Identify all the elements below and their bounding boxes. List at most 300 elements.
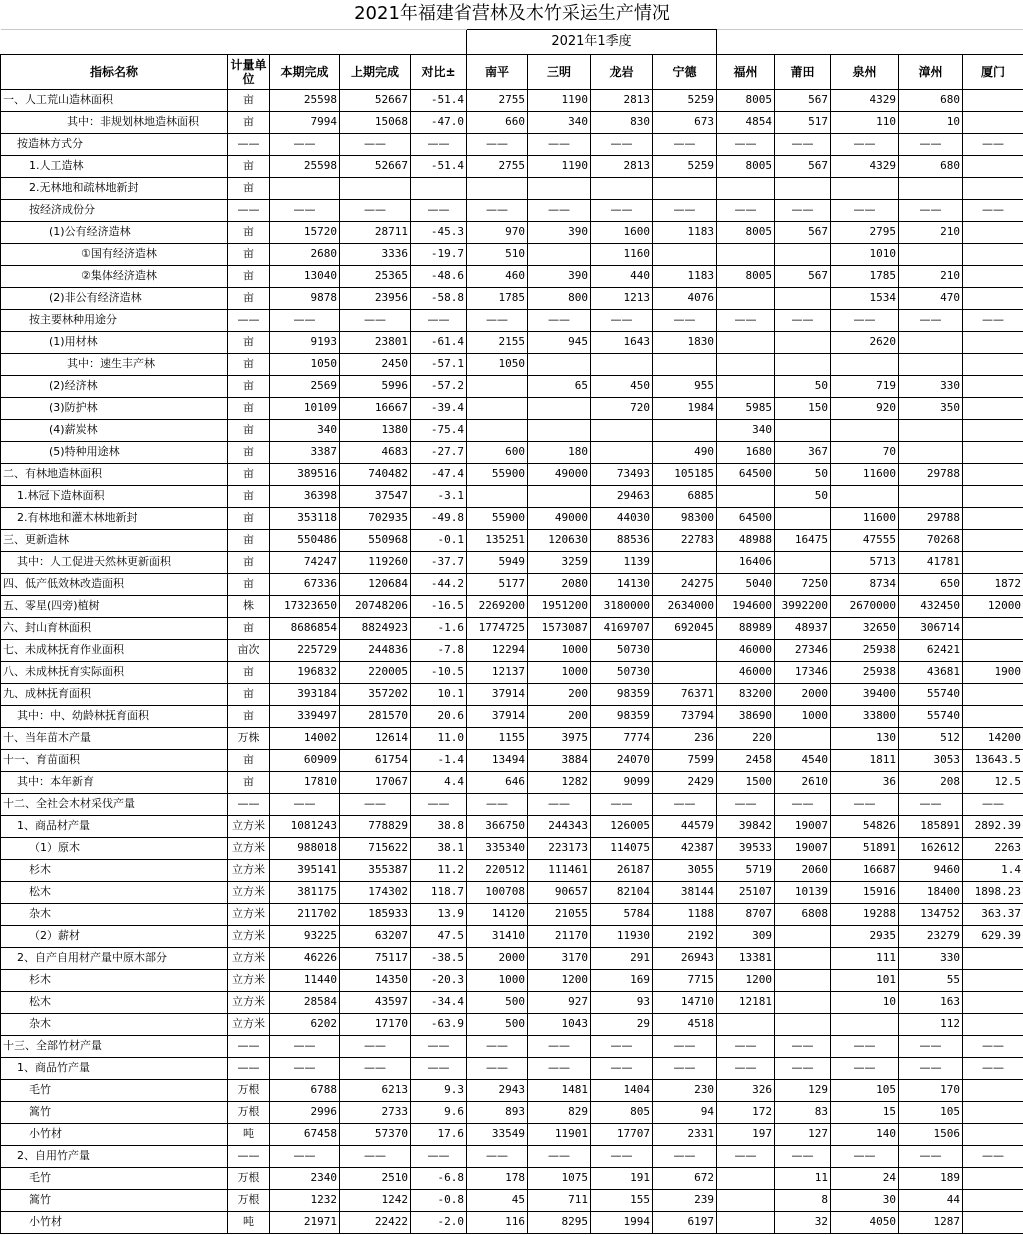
value-cell: 1190: [528, 89, 591, 111]
unit-cell: 立方米: [228, 947, 270, 969]
indicator-name: 2、自产自用材产量中原木部分: [1, 947, 228, 969]
table-row: [1, 331, 1023, 353]
indicator-name: 七、未成林抚育作业面积: [1, 639, 228, 661]
value-cell: 17323650: [270, 595, 340, 617]
value-cell: [963, 705, 1023, 727]
value-cell: 309: [717, 925, 775, 947]
table-row: [1, 309, 1023, 331]
indicator-name: 小竹材: [1, 1211, 228, 1233]
value-cell: [963, 1211, 1023, 1233]
unit-cell: ——: [228, 199, 270, 221]
value-cell: 673: [653, 111, 717, 133]
table-row: [1, 353, 1023, 375]
value-cell: -1.4: [411, 749, 467, 771]
value-cell: 660: [467, 111, 528, 133]
value-cell: 7994: [270, 111, 340, 133]
value-cell: 5949: [467, 551, 528, 573]
value-cell: ——: [899, 133, 963, 155]
unit-cell: 亩: [228, 265, 270, 287]
value-cell: 5177: [467, 573, 528, 595]
value-cell: 650: [899, 573, 963, 595]
value-cell: -27.7: [411, 441, 467, 463]
value-cell: ——: [717, 133, 775, 155]
value-cell: 3992200: [775, 595, 831, 617]
value-cell: 75117: [340, 947, 411, 969]
unit-cell: 立方米: [228, 815, 270, 837]
value-cell: 5996: [340, 375, 411, 397]
value-cell: [591, 441, 653, 463]
indicator-name: 1.林冠下造林面积: [1, 485, 228, 507]
table-row: [1, 859, 1023, 881]
value-cell: 2080: [528, 573, 591, 595]
value-cell: 31410: [467, 925, 528, 947]
table-row: [1, 1167, 1023, 1189]
value-cell: 236: [653, 727, 717, 749]
value-cell: 3055: [653, 859, 717, 881]
value-cell: 16687: [831, 859, 899, 881]
value-cell: ——: [653, 1057, 717, 1079]
value-cell: 355387: [340, 859, 411, 881]
indicator-name: 杉木: [1, 969, 228, 991]
indicator-name: 松木: [1, 991, 228, 1013]
table-row: [1, 243, 1023, 265]
value-cell: 27346: [775, 639, 831, 661]
value-cell: 8005: [717, 265, 775, 287]
table-row: [1, 551, 1023, 573]
value-cell: 13381: [717, 947, 775, 969]
value-cell: 11440: [270, 969, 340, 991]
column-header: 计量单位: [228, 54, 270, 89]
value-cell: ——: [270, 133, 340, 155]
value-cell: ——: [340, 1145, 411, 1167]
table-row: [1, 1057, 1023, 1079]
value-cell: [775, 331, 831, 353]
value-cell: 38144: [653, 881, 717, 903]
value-cell: 65: [528, 375, 591, 397]
value-cell: 8005: [717, 155, 775, 177]
value-cell: -47.0: [411, 111, 467, 133]
value-cell: 3180000: [591, 595, 653, 617]
value-cell: 127: [775, 1123, 831, 1145]
value-cell: 9.3: [411, 1079, 467, 1101]
value-cell: [717, 287, 775, 309]
value-cell: ——: [775, 133, 831, 155]
value-cell: [717, 1211, 775, 1233]
value-cell: 680: [899, 155, 963, 177]
value-cell: ——: [528, 133, 591, 155]
unit-cell: 亩: [228, 749, 270, 771]
value-cell: 719: [831, 375, 899, 397]
value-cell: 470: [899, 287, 963, 309]
value-cell: 21971: [270, 1211, 340, 1233]
value-cell: 1190: [528, 155, 591, 177]
unit-cell: 亩次: [228, 639, 270, 661]
value-cell: ——: [717, 1145, 775, 1167]
value-cell: ——: [775, 1035, 831, 1057]
value-cell: 6213: [340, 1079, 411, 1101]
value-cell: 19288: [831, 903, 899, 925]
table-row: [1, 573, 1023, 595]
table-row: [1, 441, 1023, 463]
value-cell: ——: [963, 1145, 1023, 1167]
value-cell: 46000: [717, 661, 775, 683]
value-cell: 6197: [653, 1211, 717, 1233]
value-cell: 180: [528, 441, 591, 463]
value-cell: 6885: [653, 485, 717, 507]
value-cell: -51.4: [411, 89, 467, 111]
value-cell: 57370: [340, 1123, 411, 1145]
value-cell: 692045: [653, 617, 717, 639]
value-cell: 350: [899, 397, 963, 419]
value-cell: [775, 551, 831, 573]
value-cell: 43597: [340, 991, 411, 1013]
value-cell: 116: [467, 1211, 528, 1233]
value-cell: 25365: [340, 265, 411, 287]
value-cell: [775, 177, 831, 199]
indicator-name: 2、自用竹产量: [1, 1145, 228, 1167]
indicator-name: (1)用材林: [1, 331, 228, 353]
table-row: [1, 595, 1023, 617]
value-cell: [775, 419, 831, 441]
table-row: [1, 771, 1023, 793]
value-cell: 76371: [653, 683, 717, 705]
value-cell: 48988: [717, 529, 775, 551]
value-cell: 2610: [775, 771, 831, 793]
value-cell: [963, 463, 1023, 485]
column-header: 上期完成: [340, 54, 411, 89]
value-cell: 41781: [899, 551, 963, 573]
value-cell: ——: [899, 309, 963, 331]
value-cell: 15068: [340, 111, 411, 133]
value-cell: -6.8: [411, 1167, 467, 1189]
value-cell: 67458: [270, 1123, 340, 1145]
value-cell: 711: [528, 1189, 591, 1211]
value-cell: 61754: [340, 749, 411, 771]
value-cell: 200: [528, 683, 591, 705]
value-cell: 1898.23: [963, 881, 1023, 903]
value-cell: 126005: [591, 815, 653, 837]
value-cell: 48937: [775, 617, 831, 639]
value-cell: [899, 485, 963, 507]
value-cell: 2670000: [831, 595, 899, 617]
value-cell: 740482: [340, 463, 411, 485]
value-cell: 1785: [467, 287, 528, 309]
value-cell: 326: [717, 1079, 775, 1101]
value-cell: 50: [775, 485, 831, 507]
value-cell: 22422: [340, 1211, 411, 1233]
unit-cell: 亩: [228, 485, 270, 507]
value-cell: ——: [831, 133, 899, 155]
value-cell: 800: [528, 287, 591, 309]
value-cell: ——: [653, 309, 717, 331]
value-cell: ——: [528, 309, 591, 331]
value-cell: 208: [899, 771, 963, 793]
unit-cell: ——: [228, 793, 270, 815]
value-cell: 720: [591, 397, 653, 419]
value-cell: 2996: [270, 1101, 340, 1123]
value-cell: ——: [899, 1057, 963, 1079]
value-cell: 291: [591, 947, 653, 969]
value-cell: 5259: [653, 155, 717, 177]
value-cell: 17707: [591, 1123, 653, 1145]
value-cell: 14350: [340, 969, 411, 991]
value-cell: 32: [775, 1211, 831, 1233]
value-cell: 2000: [775, 683, 831, 705]
value-cell: ——: [411, 1145, 467, 1167]
value-cell: 46000: [717, 639, 775, 661]
value-cell: 134752: [899, 903, 963, 925]
value-cell: [775, 353, 831, 375]
value-cell: ——: [653, 793, 717, 815]
value-cell: 16406: [717, 551, 775, 573]
value-cell: ——: [591, 793, 653, 815]
value-cell: 450: [591, 375, 653, 397]
indicator-name: 杂木: [1, 903, 228, 925]
value-cell: 47.5: [411, 925, 467, 947]
value-cell: -57.2: [411, 375, 467, 397]
value-cell: 4854: [717, 111, 775, 133]
value-cell: -10.5: [411, 661, 467, 683]
value-cell: 94: [653, 1101, 717, 1123]
value-cell: ——: [653, 133, 717, 155]
value-cell: 49000: [528, 507, 591, 529]
value-cell: [528, 177, 591, 199]
value-cell: 2510: [340, 1167, 411, 1189]
value-cell: ——: [270, 1145, 340, 1167]
value-cell: 220: [717, 727, 775, 749]
value-cell: 17067: [340, 771, 411, 793]
value-cell: [775, 243, 831, 265]
value-cell: [963, 331, 1023, 353]
value-cell: 8295: [528, 1211, 591, 1233]
value-cell: 25938: [831, 661, 899, 683]
value-cell: 162612: [899, 837, 963, 859]
value-cell: 1000: [467, 969, 528, 991]
value-cell: [653, 419, 717, 441]
value-cell: ——: [270, 1057, 340, 1079]
value-cell: [775, 947, 831, 969]
value-cell: 4050: [831, 1211, 899, 1233]
value-cell: [963, 1167, 1023, 1189]
unit-cell: ——: [228, 1035, 270, 1057]
value-cell: -44.2: [411, 573, 467, 595]
value-cell: 28584: [270, 991, 340, 1013]
value-cell: -48.6: [411, 265, 467, 287]
value-cell: -2.0: [411, 1211, 467, 1233]
value-cell: -20.3: [411, 969, 467, 991]
value-cell: 1232: [270, 1189, 340, 1211]
value-cell: 100708: [467, 881, 528, 903]
value-cell: 33549: [467, 1123, 528, 1145]
value-cell: 67336: [270, 573, 340, 595]
value-cell: [591, 419, 653, 441]
value-cell: 118.7: [411, 881, 467, 903]
indicator-name: 按造林方式分: [1, 133, 228, 155]
value-cell: 1213: [591, 287, 653, 309]
value-cell: 44: [899, 1189, 963, 1211]
value-cell: ——: [528, 1145, 591, 1167]
value-cell: ——: [270, 1035, 340, 1057]
value-cell: 7250: [775, 573, 831, 595]
unit-cell: ——: [228, 1057, 270, 1079]
indicator-name: 按主要林种用途分: [1, 309, 228, 331]
value-cell: [899, 419, 963, 441]
value-cell: [899, 177, 963, 199]
value-cell: 1000: [528, 661, 591, 683]
table-row: [1, 705, 1023, 727]
indicator-name: 杉木: [1, 859, 228, 881]
value-cell: 8707: [717, 903, 775, 925]
table-row: [1, 683, 1023, 705]
value-cell: ——: [653, 199, 717, 221]
value-cell: 197: [717, 1123, 775, 1145]
value-cell: 150: [775, 397, 831, 419]
value-cell: -7.8: [411, 639, 467, 661]
value-cell: 42387: [653, 837, 717, 859]
value-cell: 1183: [653, 221, 717, 243]
table-row: [1, 287, 1023, 309]
value-cell: -39.4: [411, 397, 467, 419]
value-cell: 1500: [717, 771, 775, 793]
value-cell: 14710: [653, 991, 717, 1013]
table-row: [1, 111, 1023, 133]
value-cell: ——: [528, 793, 591, 815]
value-cell: ——: [717, 199, 775, 221]
table-row: [1, 419, 1023, 441]
value-cell: 17810: [270, 771, 340, 793]
value-cell: -34.4: [411, 991, 467, 1013]
value-cell: 390: [528, 221, 591, 243]
value-cell: 2450: [340, 353, 411, 375]
value-cell: ——: [591, 1145, 653, 1167]
value-cell: [963, 375, 1023, 397]
value-cell: 12137: [467, 661, 528, 683]
value-cell: 120630: [528, 529, 591, 551]
value-cell: 25598: [270, 155, 340, 177]
value-cell: [411, 177, 467, 199]
value-cell: -49.8: [411, 507, 467, 529]
value-cell: 172: [717, 1101, 775, 1123]
table-row: [1, 793, 1023, 815]
value-cell: 14200: [963, 727, 1023, 749]
unit-cell: 亩: [228, 221, 270, 243]
value-cell: ——: [831, 793, 899, 815]
value-cell: [528, 419, 591, 441]
value-cell: 1872: [963, 573, 1023, 595]
value-cell: 119260: [340, 551, 411, 573]
value-cell: 500: [467, 991, 528, 1013]
table-row: [1, 1101, 1023, 1123]
value-cell: 5719: [717, 859, 775, 881]
value-cell: [717, 177, 775, 199]
table-row: [1, 463, 1023, 485]
unit-cell: 立方米: [228, 1013, 270, 1035]
unit-cell: 亩: [228, 89, 270, 111]
value-cell: -3.1: [411, 485, 467, 507]
value-cell: 2813: [591, 89, 653, 111]
value-cell: 306714: [899, 617, 963, 639]
value-cell: [963, 1013, 1023, 1035]
value-cell: 5985: [717, 397, 775, 419]
value-cell: 1000: [528, 639, 591, 661]
value-cell: 6808: [775, 903, 831, 925]
table-row: [1, 881, 1023, 903]
unit-cell: 亩: [228, 155, 270, 177]
unit-cell: 万根: [228, 1167, 270, 1189]
indicator-name: （1）原木: [1, 837, 228, 859]
value-cell: 14120: [467, 903, 528, 925]
value-cell: 112: [899, 1013, 963, 1035]
indicator-name: 2.有林地和灌木林地新封: [1, 507, 228, 529]
value-cell: 1043: [528, 1013, 591, 1035]
value-cell: 4.4: [411, 771, 467, 793]
unit-cell: 亩: [228, 375, 270, 397]
value-cell: 9193: [270, 331, 340, 353]
value-cell: 11.2: [411, 859, 467, 881]
value-cell: 29788: [899, 507, 963, 529]
value-cell: 1380: [340, 419, 411, 441]
value-cell: 6202: [270, 1013, 340, 1035]
column-header: 莆田: [775, 54, 831, 89]
value-cell: 25938: [831, 639, 899, 661]
indicator-name: 二、有林地造林面积: [1, 463, 228, 485]
value-cell: 2634000: [653, 595, 717, 617]
value-cell: 805: [591, 1101, 653, 1123]
value-cell: ——: [467, 793, 528, 815]
indicator-name: 1.人工造林: [1, 155, 228, 177]
unit-cell: 亩: [228, 705, 270, 727]
value-cell: 12294: [467, 639, 528, 661]
unit-cell: 亩: [228, 441, 270, 463]
table-row: [1, 969, 1023, 991]
unit-cell: 万根: [228, 1079, 270, 1101]
value-cell: [775, 1013, 831, 1035]
value-cell: 20748206: [340, 595, 411, 617]
value-cell: -61.4: [411, 331, 467, 353]
value-cell: 4329: [831, 89, 899, 111]
value-cell: 14130: [591, 573, 653, 595]
value-cell: 13.9: [411, 903, 467, 925]
value-cell: ——: [899, 1145, 963, 1167]
indicator-name: ①国有经济造林: [1, 243, 228, 265]
value-cell: 517: [775, 111, 831, 133]
value-cell: ——: [963, 1057, 1023, 1079]
value-cell: 1573087: [528, 617, 591, 639]
table-row: [1, 815, 1023, 837]
value-cell: [963, 551, 1023, 573]
value-cell: ——: [411, 1035, 467, 1057]
unit-cell: 亩: [228, 661, 270, 683]
value-cell: ——: [717, 1057, 775, 1079]
value-cell: 88989: [717, 617, 775, 639]
unit-cell: 亩: [228, 353, 270, 375]
value-cell: ——: [528, 199, 591, 221]
value-cell: ——: [831, 1145, 899, 1167]
value-cell: 2340: [270, 1167, 340, 1189]
unit-cell: 亩: [228, 397, 270, 419]
value-cell: [963, 89, 1023, 111]
unit-cell: 亩: [228, 507, 270, 529]
value-cell: 174302: [340, 881, 411, 903]
value-cell: [717, 1189, 775, 1211]
value-cell: [963, 485, 1023, 507]
value-cell: 105185: [653, 463, 717, 485]
value-cell: 17.6: [411, 1123, 467, 1145]
value-cell: 3387: [270, 441, 340, 463]
value-cell: 15720: [270, 221, 340, 243]
value-cell: 21055: [528, 903, 591, 925]
value-cell: 381175: [270, 881, 340, 903]
